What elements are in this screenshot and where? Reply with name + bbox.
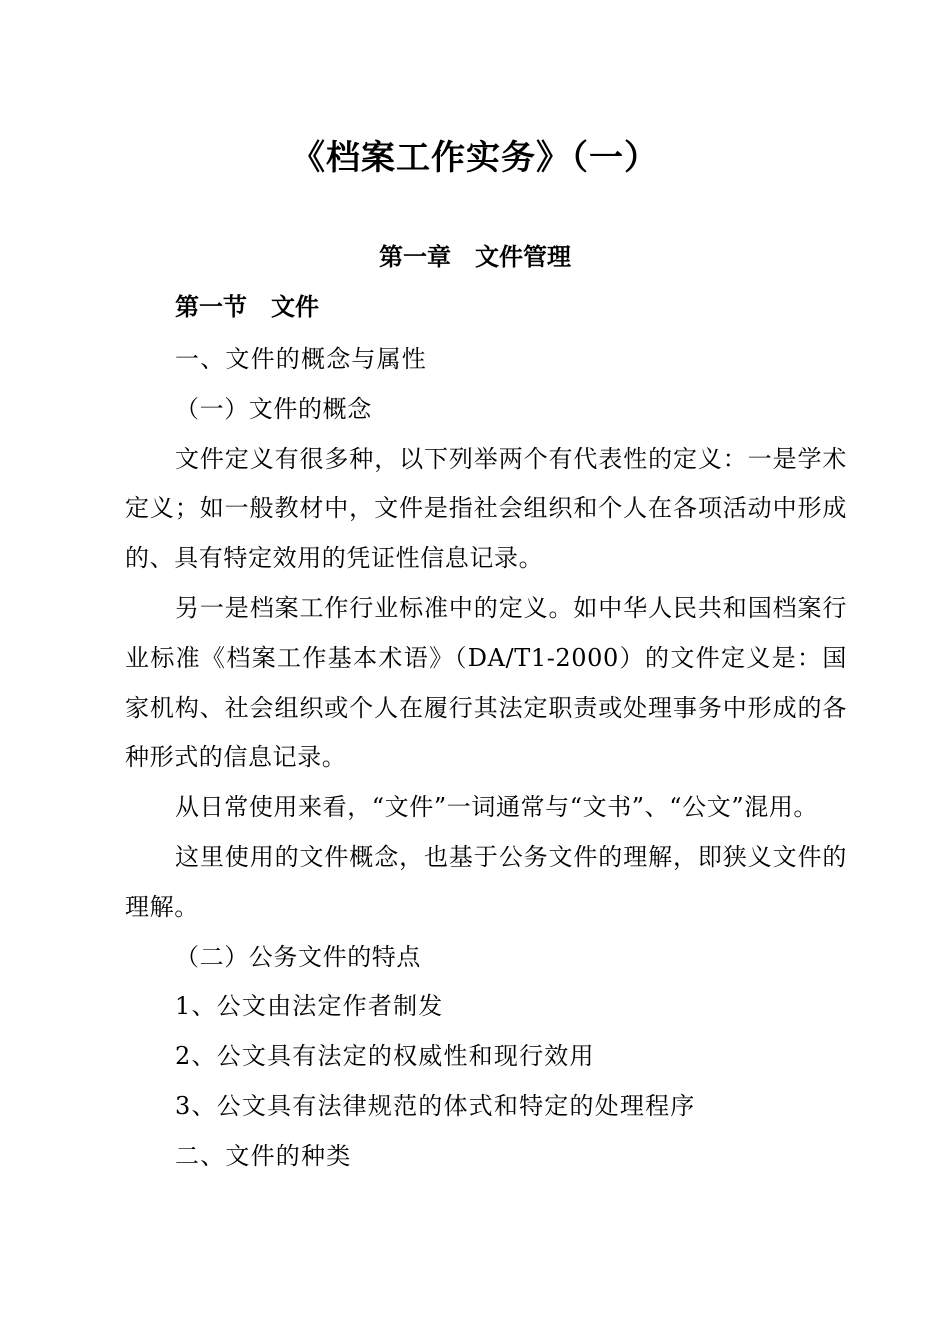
list-item: 1、公文由法定作者制发 (175, 992, 444, 1021)
paragraph-narrow-sense: 这里使用的文件概念，也基于公务文件的理解，即狭义文件的理解。 (125, 842, 847, 921)
paragraph-industry-standard: 另一是档案工作行业标准中的定义。如中华人民共和国档案行业标准《档案工作基本术语》（DA/T1-2000）的文件定义是：国家机构、社会组织或个人在履行其法定职责或处理事务中形成的各种形式的信息记录。 (125, 593, 847, 772)
paragraph-definitions: 文件定义有很多种，以下列举两个有代表性的定义：一是学术定义；如一般教材中，文件是指社会组织和个人在各项活动中形成的、具有特定效用的凭证性信息记录。 (125, 444, 847, 573)
paragraph-daily-usage: 从日常使用来看，“文件”一词通常与“文书”、“公文”混用。 (175, 793, 819, 822)
heading-file-types: 二、文件的种类 (175, 1141, 352, 1170)
chapter-title: 第一章 文件管理 (379, 243, 571, 271)
section-title: 第一节 文件 (175, 293, 319, 321)
document-title: 《档案工作实务》（一） (291, 138, 659, 178)
list-item: 3、公文具有法律规范的体式和特定的处理程序 (175, 1091, 696, 1120)
heading-concept-attributes: 一、文件的概念与属性 (175, 345, 427, 373)
subheading-file-concept: （一）文件的概念 (175, 394, 372, 423)
document-body (125, 335, 847, 1182)
list-item: 2、公文具有法定的权威性和现行效用 (175, 1042, 595, 1071)
subheading-official-features: （二）公务文件的特点 (175, 942, 421, 971)
